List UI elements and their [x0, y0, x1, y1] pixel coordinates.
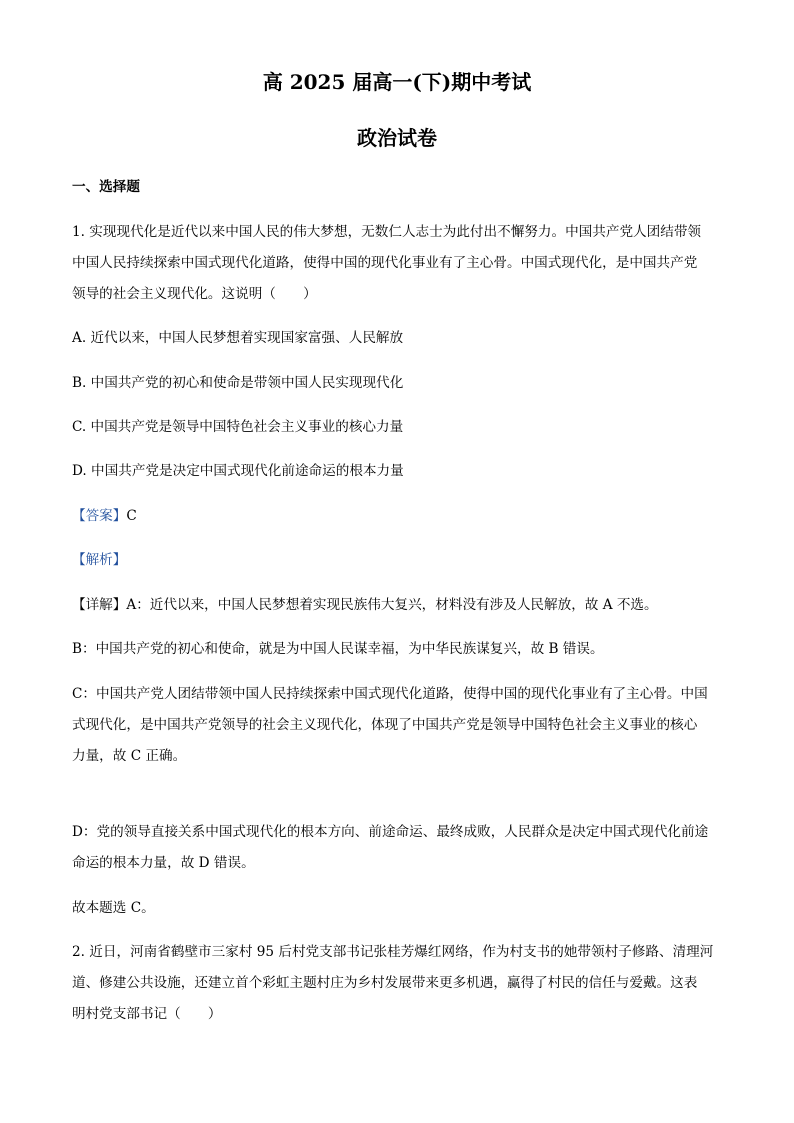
answer-value: C	[126, 508, 137, 524]
q2-stem-line: 2. 近日，河南省鹤壁市三家村 95 后村党支部书记张桂芳爆红网络，作为村支书的她带领村子修路、清理河	[72, 944, 714, 960]
section-heading: 一、选择题	[72, 179, 140, 195]
q2-stem-line: 明村党支部书记（ ）	[72, 1006, 222, 1022]
q1-detail-line: 式现代化，是中国共产党领导的社会主义现代化，体现了中国共产党是领导中国特色社会主义事业的核心	[72, 717, 698, 733]
q1-option-a: A. 近代以来，中国人民梦想着实现国家富强、人民解放	[72, 330, 404, 346]
q1-detail-line: 命运的根本力量，故 D 错误。	[72, 855, 255, 871]
q1-stem-line: 1. 实现现代化是近代以来中国人民的伟大梦想，无数仁人志士为此付出不懈努力。中国共产党人团结带领	[72, 224, 702, 240]
analysis-tag: 【解析】	[72, 552, 127, 568]
q1-option-d: D. 中国共产党是决定中国式现代化前途命运的根本力量	[72, 463, 404, 479]
detail-tag: 【详解】	[72, 597, 127, 613]
q1-detail-line: C：中国共产党人团结带领中国人民持续探索中国式现代化道路，使得中国的现代化事业有了主心骨。中国	[72, 686, 708, 702]
q1-stem-line: 领导的社会主义现代化。这说明（ ）	[72, 286, 317, 302]
exam-subtitle: 政治试卷	[357, 126, 437, 150]
q1-answer	[72, 506, 732, 526]
q1-detail-line: 力量，故 C 正确。	[72, 748, 187, 764]
q2-stem-line: 道、修建公共设施，还建立首个彩虹主题村庄为乡村发展带来更多机遇，赢得了村民的信任与爱戴。这表	[72, 975, 698, 991]
detail-text: A：近代以来，中国人民梦想着实现民族伟大复兴，材料没有涉及人民解放，故 A 不选。	[126, 597, 658, 613]
q1-analysis-heading	[72, 550, 732, 570]
q1-conclusion: 故本题选 C。	[72, 900, 155, 916]
q1-option-b: B. 中国共产党的初心和使命是带领中国人民实现现代化	[72, 375, 404, 391]
q1-option-c: C. 中国共产党是领导中国特色社会主义事业的核心力量	[72, 419, 404, 435]
answer-tag: 【答案】	[72, 508, 127, 524]
exam-title: 高 2025 届高一(下)期中考试	[262, 70, 532, 94]
q1-stem-line: 中国人民持续探索中国式现代化道路，使得中国的现代化事业有了主心骨。中国式现代化，是中国共产党	[72, 255, 698, 271]
q1-detail-line: D：党的领导直接关系中国式现代化的根本方向、前途命运、最终成败，人民群众是决定中国式现代化前途	[72, 824, 709, 840]
q1-detail-line: B：中国共产党的初心和使命，就是为中国人民谋幸福，为中华民族谋复兴，故 B 错误。	[72, 641, 604, 657]
q1-detail-line	[72, 595, 732, 615]
